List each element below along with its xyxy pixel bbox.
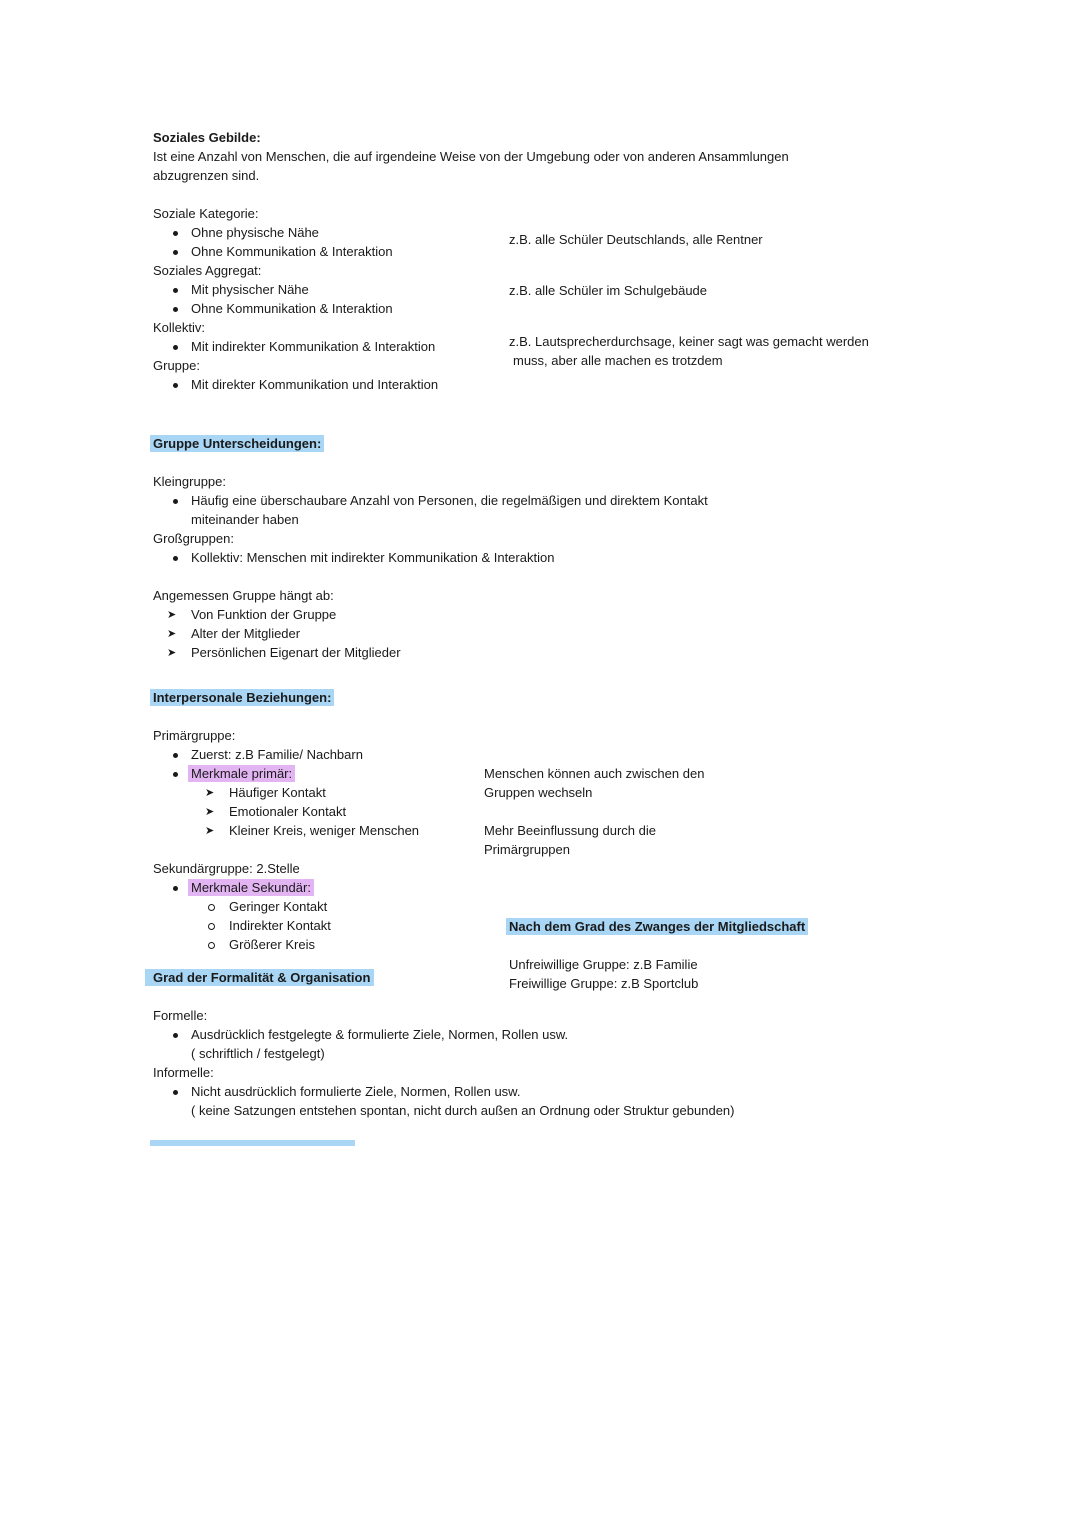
heading-grad-des-zwanges: Nach dem Grad des Zwanges der Mitgliedschaft: [509, 918, 808, 936]
section-title-gruppe-unterscheidungen: Gruppe Unterscheidungen:: [153, 435, 324, 453]
list-item: Indirekter Kontakt: [229, 918, 331, 933]
bullet-icon: [173, 288, 178, 293]
section-title-interpersonale-beziehungen: Interpersonale Beziehungen:: [153, 689, 334, 707]
heading-sekundaergruppe: Sekundärgruppe: 2.Stelle: [153, 861, 300, 876]
list-item-continuation: ( keine Satzungen entstehen spontan, nicht durch außen an Ordnung oder Struktur gebunden): [191, 1103, 735, 1118]
list-item-merkmale-primaer: Merkmale primär:: [191, 765, 295, 783]
heading-kleingruppe: Kleingruppe:: [153, 474, 226, 489]
heading-informelle: Informelle:: [153, 1065, 214, 1080]
example-kategorie: z.B. alle Schüler Deutschlands, alle Rentner: [509, 232, 763, 247]
list-item-continuation: ( schriftlich / festgelegt): [191, 1046, 325, 1061]
list-item: Häufig eine überschaubare Anzahl von Personen, die regelmäßigen und direktem Kontakt: [191, 493, 708, 508]
circle-bullet-icon: [208, 904, 215, 911]
note-line: Primärgruppen: [484, 842, 570, 857]
circle-bullet-icon: [208, 923, 215, 930]
list-item: Persönlichen Eigenart der Mitglieder: [191, 645, 401, 660]
list-item: Freiwillige Gruppe: z.B Sportclub: [509, 976, 699, 991]
bullet-icon: [173, 753, 178, 758]
bullet-icon: [173, 250, 178, 255]
heading-primaergruppe: Primärgruppe:: [153, 728, 236, 743]
list-item: Emotionaler Kontakt: [229, 804, 347, 819]
list-item: Nicht ausdrücklich formulierte Ziele, Normen, Rollen usw.: [191, 1084, 521, 1099]
list-item: Mit indirekter Kommunikation & Interaktion: [191, 339, 436, 354]
list-item: Ausdrücklich festgelegte & formulierte Ziele, Normen, Rollen usw.: [191, 1027, 569, 1042]
list-item: Zuerst: z.B Familie/ Nachbarn: [191, 747, 363, 762]
arrow-bullet-icon: ➤: [205, 825, 215, 837]
arrow-bullet-icon: ➤: [167, 609, 177, 621]
list-item: Geringer Kontakt: [229, 899, 328, 914]
definition-line-1: Ist eine Anzahl von Menschen, die auf irgendeine Weise von der Umgebung oder von anderen Ansammlungen: [153, 149, 789, 164]
list-item: Kleiner Kreis, weniger Menschen: [229, 823, 420, 838]
definition-line-2: abzugrenzen sind.: [153, 168, 260, 183]
bullet-icon: [173, 1033, 178, 1038]
bullet-icon: [173, 772, 178, 777]
note-line: Menschen können auch zwischen den: [484, 766, 705, 781]
list-item: Mit direkter Kommunikation und Interaktion: [191, 377, 439, 392]
list-item: Größerer Kreis: [229, 937, 315, 952]
list-item: Häufiger Kontakt: [229, 785, 326, 800]
arrow-bullet-icon: ➤: [167, 628, 177, 640]
list-item: Mit physischer Nähe: [191, 282, 309, 297]
list-item: Alter der Mitglieder: [191, 626, 301, 641]
example-kollektiv-line-2: muss, aber alle machen es trotzdem: [513, 353, 723, 368]
heading-soziale-kategorie: Soziale Kategorie:: [153, 206, 259, 221]
list-item: Unfreiwillige Gruppe: z.B Familie: [509, 957, 698, 972]
bullet-icon: [173, 307, 178, 312]
note-line: Mehr Beeinflussung durch die: [484, 823, 656, 838]
heading-gruppe: Gruppe:: [153, 358, 200, 373]
list-item: Von Funktion der Gruppe: [191, 607, 337, 622]
heading-grossgruppen: Großgruppen:: [153, 531, 234, 546]
arrow-bullet-icon: ➤: [167, 647, 177, 659]
heading-formelle: Formelle:: [153, 1008, 208, 1023]
bullet-icon: [173, 886, 178, 891]
bullet-icon: [173, 499, 178, 504]
bullet-icon: [173, 383, 178, 388]
note-line: Gruppen wechseln: [484, 785, 593, 800]
arrow-bullet-icon: ➤: [205, 787, 215, 799]
list-item: Ohne Kommunikation & Interaktion: [191, 244, 393, 259]
arrow-bullet-icon: ➤: [205, 806, 215, 818]
cut-off-heading-highlight: [150, 1140, 355, 1146]
circle-bullet-icon: [208, 942, 215, 949]
bullet-icon: [173, 556, 178, 561]
list-item-continuation: miteinander haben: [191, 512, 299, 527]
section-title-grad-der-formalitaet: Grad der Formalität & Organisation: [153, 969, 374, 987]
section-title-soziales-gebilde: Soziales Gebilde:: [153, 130, 261, 145]
bullet-icon: [173, 1090, 178, 1095]
heading-angemessen-gruppe: Angemessen Gruppe hängt ab:: [153, 588, 334, 603]
list-item: Ohne physische Nähe: [191, 225, 319, 240]
list-item-merkmale-sekundaer: Merkmale Sekundär:: [191, 879, 314, 897]
list-item: Kollektiv: Menschen mit indirekter Kommunikation & Interaktion: [191, 550, 555, 565]
example-aggregat: z.B. alle Schüler im Schulgebäude: [509, 283, 708, 298]
bullet-icon: [173, 345, 178, 350]
example-kollektiv-line-1: z.B. Lautsprecherdurchsage, keiner sagt was gemacht werden: [509, 334, 869, 349]
list-item: Ohne Kommunikation & Interaktion: [191, 301, 393, 316]
heading-kollektiv: Kollektiv:: [153, 320, 206, 335]
heading-soziales-aggregat: Soziales Aggregat:: [153, 263, 262, 278]
bullet-icon: [173, 231, 178, 236]
